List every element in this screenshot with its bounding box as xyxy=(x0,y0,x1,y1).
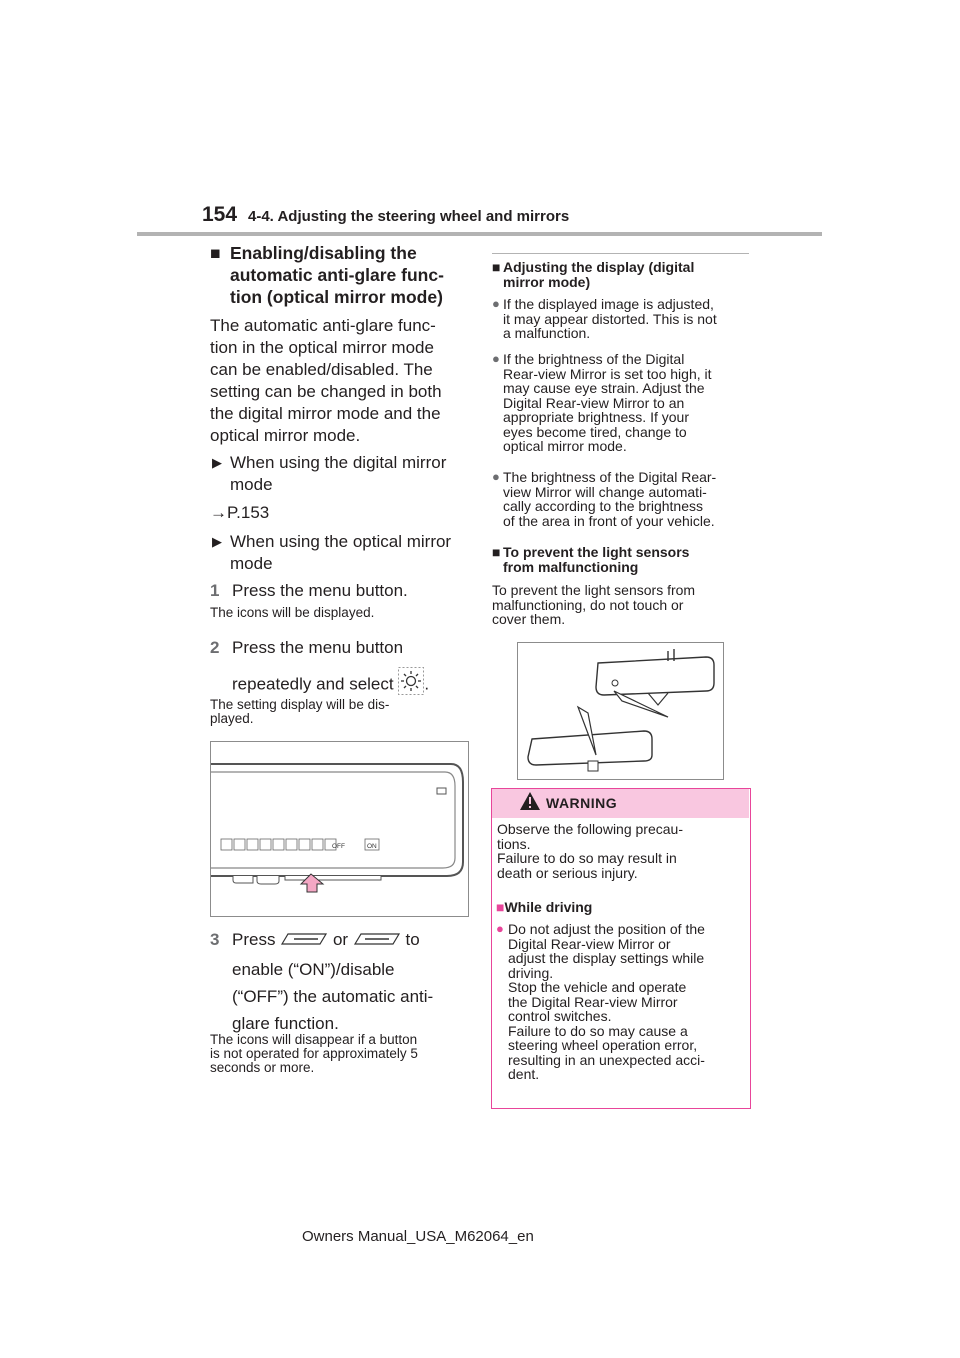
text-line: appropriate brightness. If your xyxy=(503,409,689,425)
page-reference[interactable] xyxy=(210,502,465,524)
column-rule xyxy=(492,253,749,254)
square-bullet-icon: ■ xyxy=(492,544,501,560)
anti-glare-heading xyxy=(210,242,460,308)
step-text: Press the menu button. xyxy=(232,581,408,600)
warning-bullet xyxy=(496,922,746,1082)
text-line: Failure to do so may result in xyxy=(497,850,677,866)
off-button-icon xyxy=(280,927,328,954)
step-text: Press xyxy=(232,930,276,949)
section-title: 4-4. Adjusting the steering wheel and mirrors xyxy=(248,208,570,225)
text-line: view Mirror will change automati- xyxy=(503,483,707,500)
text-line: Failure to do so may cause a xyxy=(508,1022,688,1039)
heading-line: automatic anti-glare func- xyxy=(230,265,444,285)
light-sensor-heading xyxy=(492,545,750,574)
warning-title: WARNING xyxy=(546,795,618,811)
circle-bullet-icon: ● xyxy=(496,921,504,936)
triangle-bullet-icon: ▶ xyxy=(212,534,222,549)
heading-line: tion (optical mirror mode) xyxy=(230,287,443,307)
text-line: If the brightness of the Digital xyxy=(503,351,685,367)
step-text-row xyxy=(210,926,465,954)
text-line: Digital Rear-view Mirror or xyxy=(508,935,671,952)
step-text: to xyxy=(405,930,420,949)
text-line: tions. xyxy=(497,835,531,852)
light-sensor-text xyxy=(492,583,750,627)
text-line: Observe the following precau- xyxy=(497,821,683,837)
footer-manual-id: Owners Manual_USA_M62064_en xyxy=(302,1228,534,1245)
text-line: To prevent the light sensors from xyxy=(492,582,696,598)
circle-bullet-icon: ● xyxy=(492,296,500,311)
text-line: Rear-view Mirror is set too high, it xyxy=(503,365,712,382)
text-line: dent. xyxy=(508,1066,540,1082)
step-text: Press the menu button xyxy=(232,638,404,657)
optical-mode-item xyxy=(212,531,467,575)
text-line: Do not adjust the position of the xyxy=(508,921,705,937)
mirror-off-label: OFF xyxy=(332,843,345,850)
subheading-text: While driving xyxy=(504,899,593,915)
step-number: 2 xyxy=(210,638,220,657)
step-number: 1 xyxy=(210,581,220,600)
square-bullet-icon: ■ xyxy=(496,899,505,915)
step-number: 3 xyxy=(210,930,220,949)
heading-line: Enabling/disabling the xyxy=(230,243,417,263)
light-sensor-illustration xyxy=(517,642,724,780)
text-line: The brightness of the Digital Rear- xyxy=(503,469,717,485)
bullet-item xyxy=(492,297,750,341)
step-2 xyxy=(210,634,465,703)
step-1-note: The icons will be displayed. xyxy=(210,605,375,620)
heading-line: mirror mode) xyxy=(503,273,591,290)
text-line: Digital Rear-view Mirror to an xyxy=(503,394,685,411)
text-line: mode xyxy=(230,554,273,573)
on-button-icon xyxy=(353,927,401,954)
arrow-right-icon: → xyxy=(210,503,227,522)
text-line: Stop the vehicle and operate xyxy=(508,979,687,995)
step-text: (“OFF”) the automatic anti- xyxy=(232,987,434,1007)
warning-intro xyxy=(497,822,747,880)
text-line: death or serious injury. xyxy=(497,864,638,881)
text-line: control switches. xyxy=(508,1008,612,1024)
text-line: the Digital Rear-view Mirror xyxy=(508,993,678,1010)
text-line: The automatic anti-glare func- xyxy=(210,316,436,335)
text-line: If the displayed image is adjusted, xyxy=(503,296,714,312)
text-line: can be enabled/disabled. The xyxy=(210,360,433,379)
circle-bullet-icon: ● xyxy=(492,351,500,366)
text-line: mode xyxy=(230,475,273,494)
square-bullet-icon: ■ xyxy=(492,259,501,275)
text-line: malfunctioning, do not touch or xyxy=(492,596,684,613)
text-line: resulting in an unexpected acci- xyxy=(508,1051,705,1068)
circle-bullet-icon: ● xyxy=(492,469,500,484)
heading-line: from malfunctioning xyxy=(503,558,639,575)
text-line: optical mirror mode. xyxy=(210,426,361,445)
step-3 xyxy=(210,926,465,1037)
text-line: optical mirror mode. xyxy=(503,438,627,454)
triangle-bullet-icon: ▶ xyxy=(212,455,222,470)
header-rule xyxy=(137,232,822,236)
text-line: driving. xyxy=(508,964,554,981)
text-line: is not operated for approximately 5 xyxy=(210,1046,418,1061)
heading-line: Adjusting the display (digital xyxy=(503,259,695,275)
text-line: seconds or more. xyxy=(210,1060,315,1075)
text-line: cover them. xyxy=(492,611,566,627)
warning-triangle-icon xyxy=(519,791,541,816)
text-line: played. xyxy=(210,711,254,726)
square-bullet-icon: ■ xyxy=(210,243,221,263)
adjust-display-heading xyxy=(492,260,750,289)
heading-line: To prevent the light sensors xyxy=(503,544,690,560)
text-line: When using the digital mirror xyxy=(230,453,447,472)
mirror-control-illustration xyxy=(210,741,469,917)
bullet-item xyxy=(492,470,750,528)
anti-glare-description xyxy=(210,315,465,447)
bullet-item xyxy=(492,352,750,454)
step-text: enable (“ON”)/disable xyxy=(232,960,395,980)
warning-subheading xyxy=(496,900,746,915)
step-text: or xyxy=(332,930,349,949)
step-text: . xyxy=(424,674,430,694)
text-line: When using the optical mirror xyxy=(230,532,452,551)
digital-mode-item xyxy=(212,452,467,496)
step-text: repeatedly and select xyxy=(232,674,394,694)
text-line: the digital mirror mode and the xyxy=(210,404,441,423)
text-line: The setting display will be dis- xyxy=(210,697,390,712)
page-ref-text: P.153 xyxy=(227,503,270,522)
step-3-note xyxy=(210,1033,465,1075)
text-line: setting can be changed in both xyxy=(210,382,442,401)
text-line: of the area in front of your vehicle. xyxy=(503,512,715,529)
text-line: may cause eye strain. Adjust the xyxy=(503,380,705,396)
page-number: 154 xyxy=(202,203,238,226)
step-2-note xyxy=(210,698,465,726)
text-line: tion in the optical mirror mode xyxy=(210,338,434,357)
step-text: glare function. xyxy=(232,1014,339,1034)
text-line: cally according to the brightness xyxy=(503,498,703,514)
text-line: it may appear distorted. This is not xyxy=(503,310,717,327)
mirror-on-label: ON xyxy=(367,843,377,850)
text-line: steering wheel operation error, xyxy=(508,1037,698,1053)
step-1 xyxy=(210,577,465,604)
text-line: adjust the display settings while xyxy=(508,950,705,966)
text-line: eyes become tired, change to xyxy=(503,423,687,440)
text-line: a malfunction. xyxy=(503,325,591,341)
text-line: The icons will disappear if a button xyxy=(210,1032,418,1047)
